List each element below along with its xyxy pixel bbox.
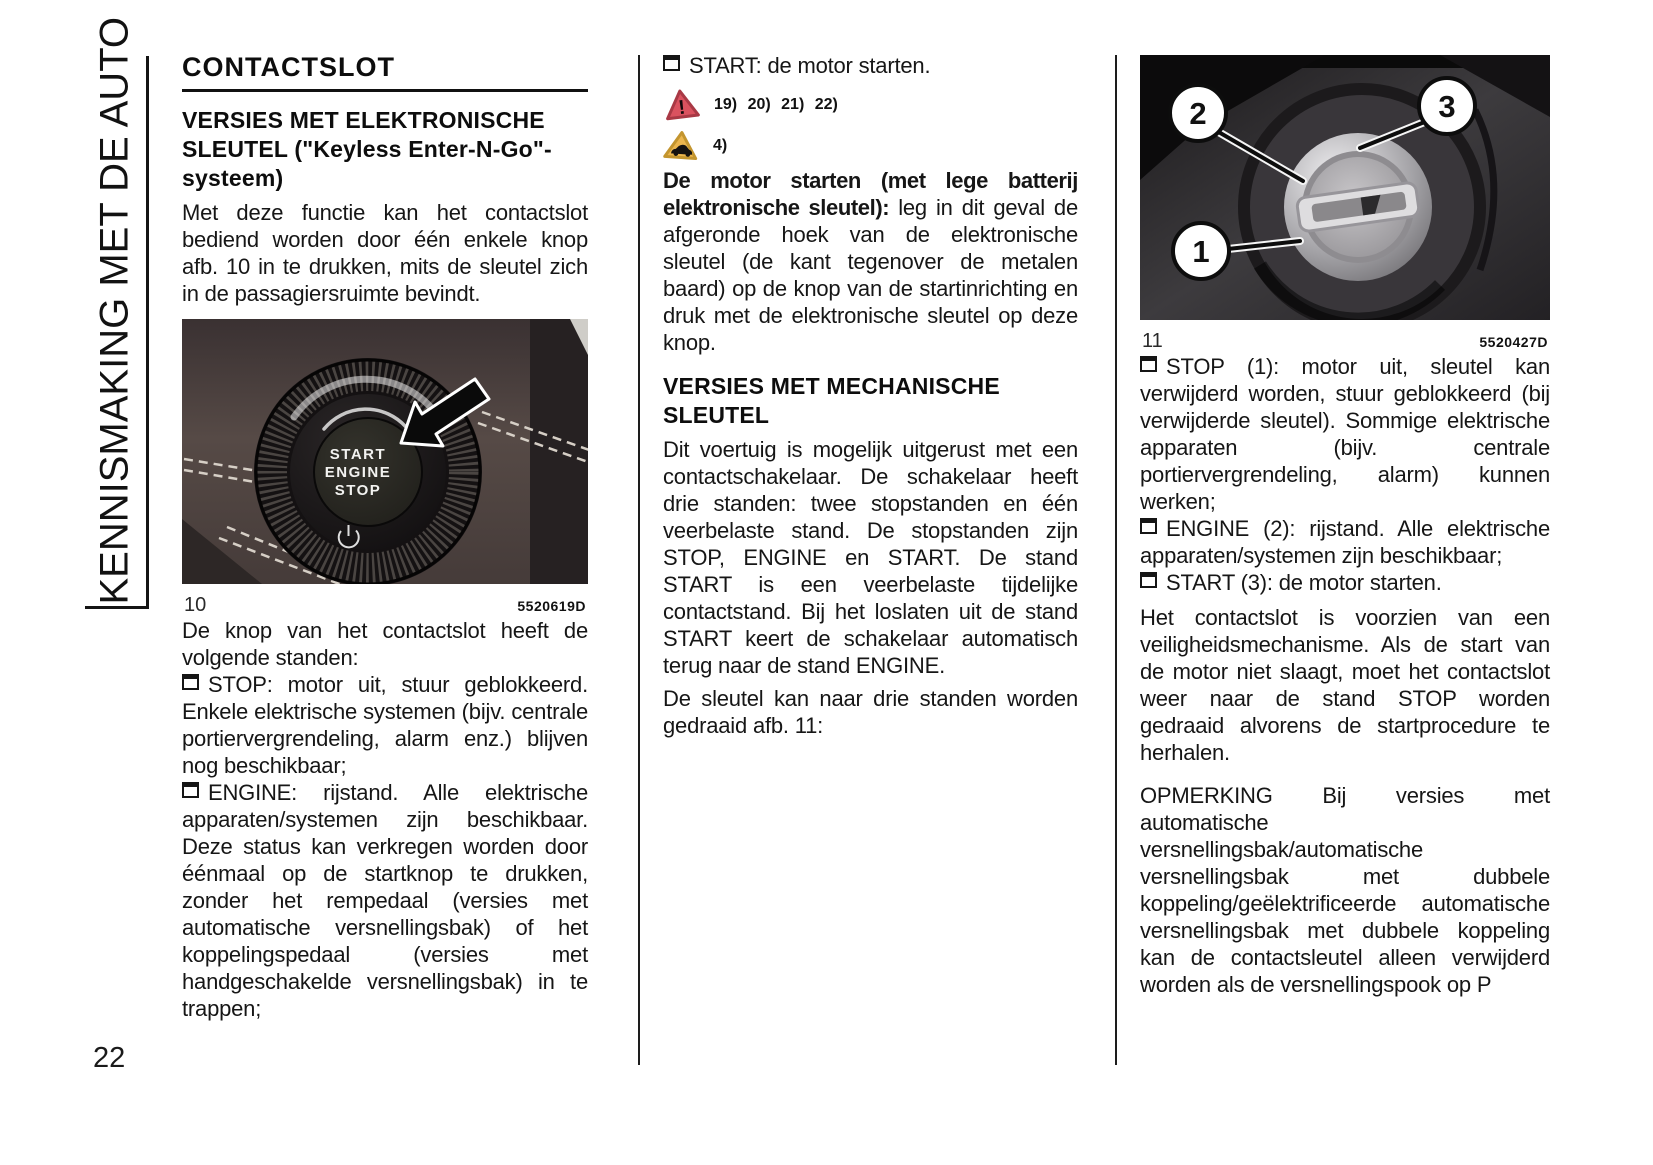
square-bullet-icon (182, 674, 199, 690)
mechanical-key-paragraph: Dit voertuig is mogelijk uitgerust met een contactschakelaar. De schakelaar heeft drie standen: twee stopstanden en één veerbelaste stand. De stopstanden zijn STOP, ENGINE en START. De stand START is een veerbelaste tijdelijke contactstand. Bij het loslaten uit de stand START keert de schakelaar automatisch terug naar de stand ENGINE. (663, 437, 1078, 678)
list-item-engine (182, 779, 588, 1022)
column-divider (1115, 55, 1117, 1065)
lead-rest-text: leg in dit geval de afgeronde hoek van de elektronische sleutel (de kant tegenover de metalen baard) op de knop van de startinrichting en druk met de elektronische sleutel op deze knop. (663, 195, 1079, 355)
figure-code: 5520427D (1479, 334, 1548, 350)
button-label-start: START (329, 446, 387, 463)
list-item-stop-1 (1140, 353, 1550, 515)
intro-paragraph: Met deze functie kan het contactslot bediend worden door één enkele knop afb. 10 in te drukken, mits de sleutel zich in de passagiersruimte bevindt. (182, 200, 588, 306)
chapter-tab-label: KENNISMAKING MET DE AUTO (92, 16, 137, 605)
caution-reference-row (663, 130, 1078, 161)
list-item-text: ENGINE (2): rijstand. Alle elektrische apparaten/systemen zijn beschikbaar; (1140, 516, 1550, 568)
list-item-text: START (3): de motor starten. (1166, 570, 1442, 595)
start-engine-stop-button-photo (182, 319, 588, 584)
ignition-lock-photo (1140, 55, 1550, 320)
lead-bold-text: De motor starten (met lege batterij elektronische sleutel): (663, 168, 1078, 220)
column-divider (638, 55, 640, 1065)
list-item-text: STOP (1): motor uit, sleutel kan verwijderd worden, stuur geblokkeerd (bij verwijderde sleutel). Sommige elektrische apparaten (bijv. centrale portiervergrendeling, alarm) kunnen werken; (1140, 354, 1550, 514)
callout-3-label: 3 (1438, 89, 1456, 124)
caution-car-triangle-icon (663, 130, 699, 161)
warning-reference-row (663, 88, 1078, 121)
callout-2 (1170, 85, 1226, 141)
column-3 (1140, 52, 1550, 998)
callout-1-label: 1 (1192, 234, 1210, 269)
column-2 (663, 52, 1078, 739)
states-intro-paragraph: De knop van het contactslot heeft de volgende standen: (182, 618, 588, 670)
list-item-start (663, 52, 1078, 79)
figure-number: 11 (1142, 330, 1163, 352)
list-item-text: ENGINE: rijstand. Alle elektrische apparaten/systemen zijn beschikbaar. Deze status kan verkregen worden door éénmaal op de startknop te drukken, zonder het rempedaal (versies met automatische versnellingsbak) of het koppelingspedaal (versies met handgeschakelde versnellingsbak) in te trappen; (182, 780, 588, 1021)
figure-10 (182, 319, 588, 617)
figure-number: 10 (184, 594, 207, 616)
caution-note-ref: 4) (713, 136, 728, 154)
callout-2-label: 2 (1189, 96, 1207, 131)
list-item-text: STOP: motor uit, stuur geblokkeerd. Enkele elektrische systemen (bijv. centrale portiervergrendeling, alarm enz.) blijven nog beschikbaar; (182, 672, 588, 778)
callout-1 (1173, 223, 1229, 279)
button-label-stop: STOP (334, 482, 382, 499)
list-item-engine-2 (1140, 515, 1550, 569)
square-bullet-icon (182, 782, 199, 798)
warning-triangle-icon (663, 88, 700, 121)
note-paragraph: OPMERKING Bij versies met automatische versnellingsbak/automatische versnellingsbak met dubbele koppeling/geëlektrificeerde automatische versnellingsbak met dubbele koppeling kan de contactsleutel alleen verwijderd worden als de versnellingspook op P (1140, 783, 1550, 997)
safety-mechanism-paragraph: Het contactslot is voorzien van een veiligheidsmechanisme. Als de start van de motor niet slaagt, moet het contactslot weer naar de stand STOP worden gedraaid alvorens de startprocedure te herhalen. (1140, 605, 1550, 765)
callout-3 (1419, 78, 1475, 134)
start-engine-stop-button (255, 359, 481, 584)
list-item-start-3 (1140, 569, 1550, 596)
button-label-engine: ENGINE (324, 464, 392, 481)
exclamation-glyph: ! (677, 96, 687, 120)
subheading-mechanical-key: VERSIES MET MECHANISCHE SLEUTEL (663, 373, 1000, 428)
warning-note-refs: 19) 20) 21) 22) (714, 95, 838, 113)
page-title: CONTACTSLOT (182, 52, 588, 92)
figure-code: 5520619D (517, 598, 586, 614)
column-1 (182, 52, 588, 1022)
figure-11 (1140, 55, 1550, 353)
list-item-text: START: de motor starten. (689, 53, 931, 78)
square-bullet-icon (1140, 518, 1157, 534)
square-bullet-icon (1140, 572, 1157, 588)
subheading-electronic-key: VERSIES MET ELEKTRONISCHE SLEUTEL ("Keyless Enter-N-Go"-systeem) (182, 107, 552, 191)
square-bullet-icon (1140, 356, 1157, 372)
square-bullet-icon (663, 55, 680, 71)
dead-key-start-paragraph (663, 167, 1078, 356)
three-positions-paragraph: De sleutel kan naar drie standen worden gedraaid afb. 11: (663, 686, 1078, 738)
page-number: 22 (93, 1042, 126, 1074)
list-item-stop (182, 671, 588, 779)
